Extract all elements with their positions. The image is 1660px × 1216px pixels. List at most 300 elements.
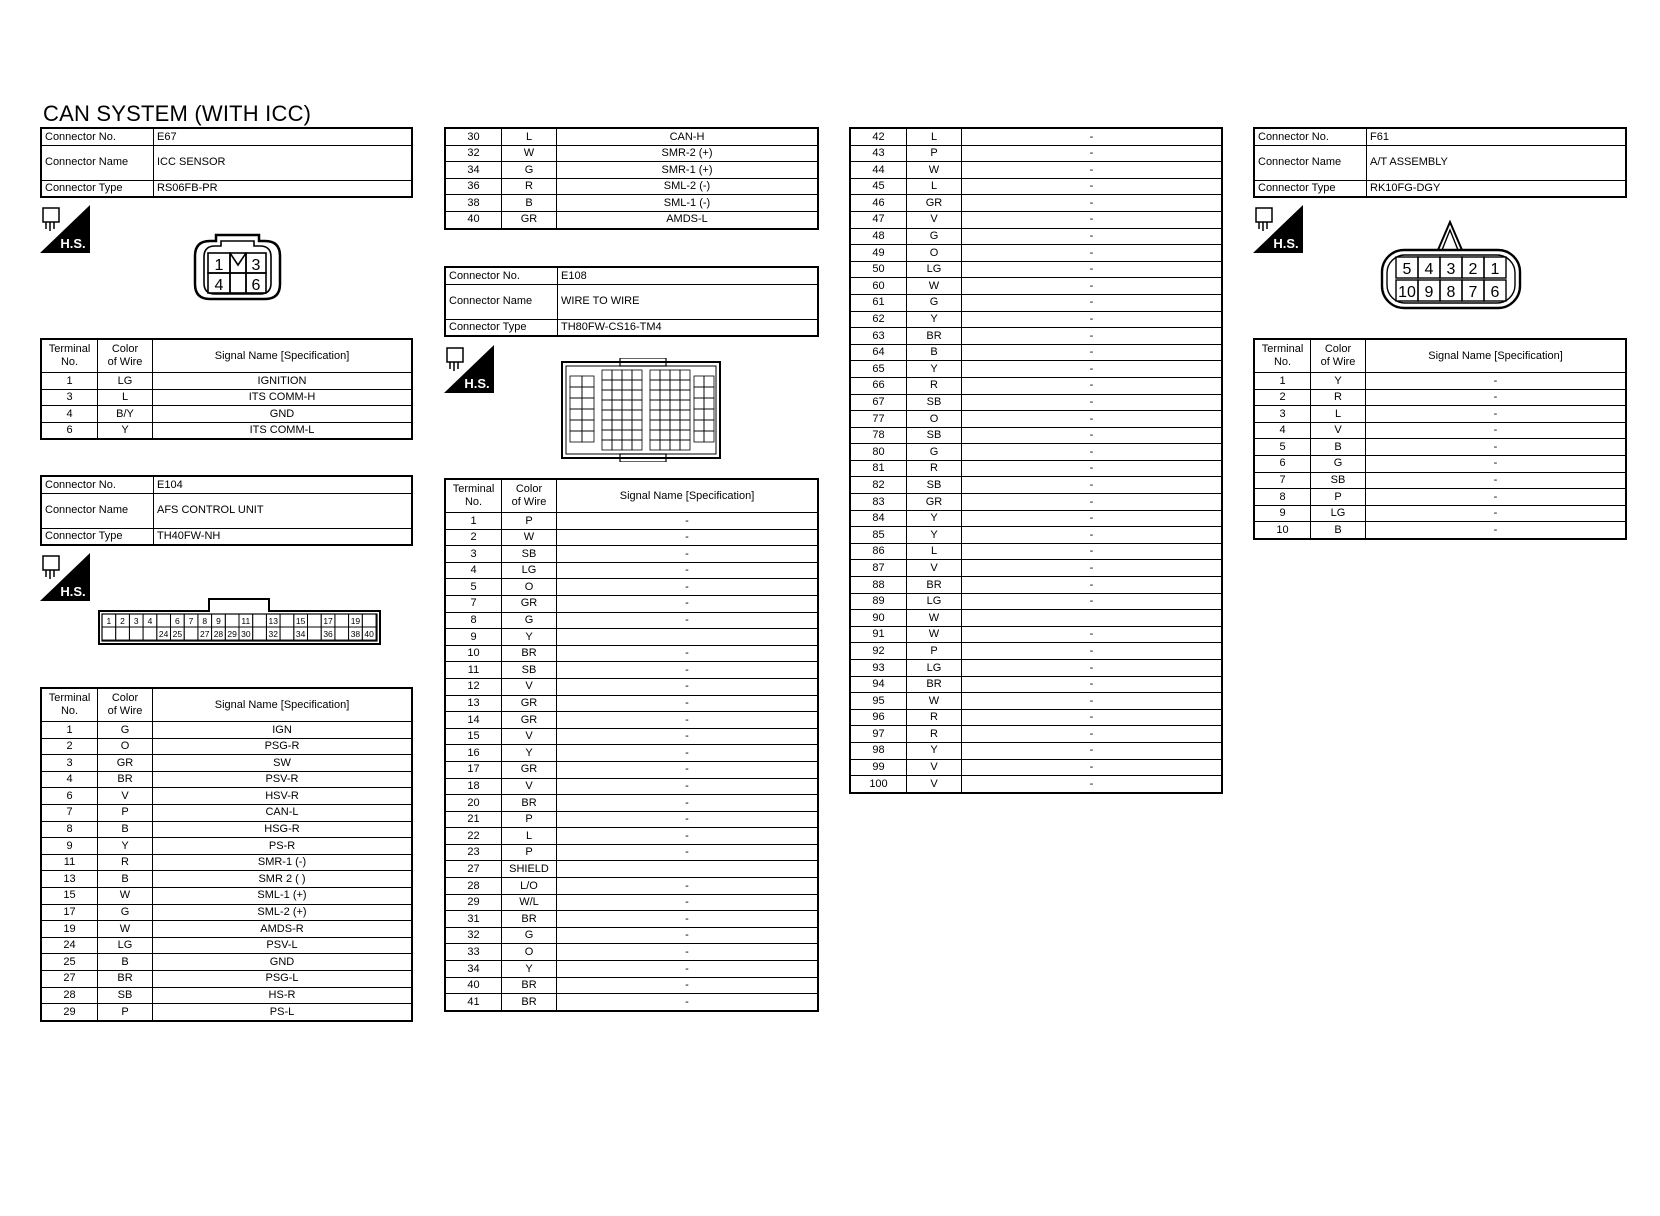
table-row xyxy=(850,742,1222,759)
terminal-no-cell: 100 xyxy=(850,776,907,793)
terminal-no-cell: 85 xyxy=(850,527,907,544)
e104-info-section xyxy=(40,475,413,546)
e108-pin-cavity xyxy=(650,390,660,400)
signal-name-cell: ITS COMM-L xyxy=(153,422,413,439)
terminal-no-cell: 90 xyxy=(850,610,907,627)
signal-name-cell: - xyxy=(962,162,1223,179)
wire-color-cell: GR xyxy=(502,761,557,778)
terminal-no-cell: 91 xyxy=(850,626,907,643)
table-row xyxy=(41,804,412,821)
e108-pin-cavity xyxy=(612,400,622,410)
e104-info-table xyxy=(40,475,413,546)
e104-pin-label: 32 xyxy=(268,629,278,639)
e104-pin-label: 6 xyxy=(174,616,180,626)
hs-label: H.S. xyxy=(464,376,490,391)
wire-color-cell: V xyxy=(907,560,962,577)
signal-header: Signal Name [Specification] xyxy=(1366,339,1627,373)
e108-continued-section xyxy=(849,127,1223,794)
terminal-no-cell: 13 xyxy=(41,871,98,888)
e104-continued-section xyxy=(444,127,819,230)
terminal-no-cell: 3 xyxy=(1254,406,1311,423)
wire-color-cell: L xyxy=(502,828,557,845)
table-row xyxy=(850,693,1222,710)
terminal-no-cell: 97 xyxy=(850,726,907,743)
wire-color-cell: B xyxy=(502,195,557,212)
e67-terminal-table xyxy=(40,338,413,440)
table-row xyxy=(445,961,818,978)
signal-name-cell: - xyxy=(962,726,1223,743)
connector-no-label: Connector No. xyxy=(445,267,558,284)
terminal-no-cell: 96 xyxy=(850,709,907,726)
e104-pin-label: 24 xyxy=(158,629,169,639)
e104-pin-cell xyxy=(280,614,294,627)
terminal-header: Terminal No. xyxy=(1254,339,1311,373)
terminal-no-cell: 5 xyxy=(1254,439,1311,456)
e104-pin-label: 40 xyxy=(364,629,374,639)
e67-pin-1: 1 xyxy=(214,257,224,274)
signal-name-cell: PSV-R xyxy=(153,771,413,788)
signal-name-cell: - xyxy=(557,728,819,745)
e104-pin-label: 27 xyxy=(200,629,210,639)
e108-pin-cavity xyxy=(650,400,660,410)
signal-name-cell: - xyxy=(962,660,1223,677)
table-row xyxy=(445,595,818,612)
signal-name-cell: - xyxy=(557,911,819,928)
e108-pin-cavity xyxy=(612,420,622,430)
terminal-no-cell: 22 xyxy=(445,828,502,845)
signal-name-cell: - xyxy=(557,513,819,530)
wire-color-cell: SB xyxy=(502,662,557,679)
terminal-no-cell: 77 xyxy=(850,411,907,428)
e104-pin-cell xyxy=(253,614,267,627)
signal-name-cell: - xyxy=(1366,389,1627,406)
signal-name-cell: - xyxy=(557,595,819,612)
wire-color-cell: B xyxy=(907,344,962,361)
e108-pin-cavity xyxy=(660,400,670,410)
table-row xyxy=(445,195,818,212)
table-row xyxy=(850,361,1222,378)
e108-pin-cavity xyxy=(680,410,690,420)
table-row xyxy=(445,579,818,596)
signal-name-cell: SMR-2 (+) xyxy=(557,145,819,162)
wire-color-cell: W xyxy=(502,145,557,162)
terminal-no-cell: 43 xyxy=(850,145,907,162)
terminal-no-cell: 12 xyxy=(445,678,502,695)
signal-name-cell: - xyxy=(962,626,1223,643)
table-row xyxy=(850,676,1222,693)
terminal-no-cell: 87 xyxy=(850,560,907,577)
e104-pin-cell xyxy=(184,627,198,640)
e108-pin-cavity xyxy=(622,380,632,390)
table-row xyxy=(41,904,412,921)
e108-pin-cavity xyxy=(602,390,612,400)
signal-name-cell: - xyxy=(557,844,819,861)
terminal-no-cell: 2 xyxy=(1254,389,1311,406)
table-row xyxy=(445,811,818,828)
signal-name-cell: - xyxy=(1366,472,1627,489)
signal-name-cell: - xyxy=(962,361,1223,378)
e104-pin-label: 38 xyxy=(350,629,361,639)
e108-pin-cavity xyxy=(582,431,594,442)
signal-name-cell: - xyxy=(962,344,1223,361)
wire-color-cell: LG xyxy=(502,562,557,579)
e108-pin-cavity xyxy=(680,420,690,430)
e104-pin-cell xyxy=(308,627,322,640)
table-row xyxy=(850,228,1222,245)
wire-color-cell: L xyxy=(98,389,153,406)
e108-connector-type: TH80FW-CS16-TM4 xyxy=(558,319,819,336)
connector-name-label: Connector Name xyxy=(41,145,154,180)
wire-color-cell: Y xyxy=(907,510,962,527)
e108-pin-cavity xyxy=(670,430,680,440)
wire-color-cell: SB xyxy=(907,394,962,411)
e108-pin-cavity xyxy=(582,376,594,387)
terminal-no-cell: 9 xyxy=(41,838,98,855)
e104-pin-label: 17 xyxy=(323,616,333,626)
wire-color-cell: V xyxy=(502,778,557,795)
wire-color-cell: W xyxy=(907,693,962,710)
wire-color-cell: BR xyxy=(502,795,557,812)
terminal-no-cell: 6 xyxy=(1254,455,1311,472)
e108-pin-cavity xyxy=(612,390,622,400)
table-row xyxy=(850,311,1222,328)
wire-color-cell: Y xyxy=(502,745,557,762)
e108-pin-cavity xyxy=(612,430,622,440)
e108-pin-cavity xyxy=(582,420,594,431)
table-row xyxy=(850,776,1222,793)
e108-pin-cavity xyxy=(670,400,680,410)
wire-color-cell: BR xyxy=(98,970,153,987)
e108-pin-cavity xyxy=(694,398,704,409)
signal-name-cell: - xyxy=(557,562,819,579)
signal-name-cell: - xyxy=(962,294,1223,311)
table-row xyxy=(445,145,818,162)
table-row xyxy=(850,411,1222,428)
table-row xyxy=(445,977,818,994)
terminal-no-cell: 8 xyxy=(41,821,98,838)
signal-name-cell: SMR-1 (+) xyxy=(557,162,819,179)
wire-color-cell: GR xyxy=(907,494,962,511)
wire-color-cell: R xyxy=(1311,389,1366,406)
e104-pin-cell xyxy=(102,627,116,640)
f61-connector-no: F61 xyxy=(1367,128,1627,145)
e108-pin-cavity xyxy=(602,420,612,430)
table-row xyxy=(445,695,818,712)
f61-connector-diagram xyxy=(1380,220,1522,312)
terminal-no-cell: 95 xyxy=(850,693,907,710)
terminal-no-cell: 38 xyxy=(445,195,502,212)
e108-pin-cavity xyxy=(670,380,680,390)
wire-color-cell: LG xyxy=(98,373,153,390)
table-row xyxy=(850,527,1222,544)
terminal-no-cell: 36 xyxy=(445,178,502,195)
wire-color-cell: BR xyxy=(502,645,557,662)
e108-pin-cavity xyxy=(612,410,622,420)
signal-name-cell: - xyxy=(962,178,1223,195)
e108-pin-cavity xyxy=(650,370,660,380)
table-row xyxy=(445,678,818,695)
wire-color-cell: W/L xyxy=(502,894,557,911)
signal-name-cell: - xyxy=(962,676,1223,693)
wire-color-cell: LG xyxy=(907,660,962,677)
e104-pin-cell xyxy=(308,614,322,627)
wire-color-cell: B xyxy=(98,871,153,888)
wire-color-cell: Y xyxy=(907,527,962,544)
terminal-no-cell: 3 xyxy=(445,546,502,563)
wire-color-cell: L xyxy=(502,128,557,145)
signal-name-cell: - xyxy=(962,411,1223,428)
wire-color-cell: BR xyxy=(907,328,962,345)
wire-color-cell: G xyxy=(502,612,557,629)
signal-name-cell: SML-1 (-) xyxy=(557,195,819,212)
signal-name-cell: - xyxy=(557,778,819,795)
table-row xyxy=(41,871,412,888)
signal-header: Signal Name [Specification] xyxy=(557,479,819,513)
terminal-no-cell: 65 xyxy=(850,361,907,378)
signal-name-cell: - xyxy=(962,145,1223,162)
e108-pin-cavity xyxy=(570,376,582,387)
terminal-no-cell: 42 xyxy=(850,128,907,145)
table-row xyxy=(1254,406,1626,423)
table-row xyxy=(41,838,412,855)
signal-name-cell: HSG-R xyxy=(153,821,413,838)
terminal-no-cell: 78 xyxy=(850,427,907,444)
terminal-no-cell: 98 xyxy=(850,742,907,759)
table-row xyxy=(1254,422,1626,439)
e108-pin-cavity xyxy=(582,387,594,398)
e108-pin-cavity xyxy=(660,410,670,420)
terminal-no-cell: 4 xyxy=(41,771,98,788)
wire-color-cell: P xyxy=(98,1004,153,1021)
signal-name-cell xyxy=(557,629,819,646)
table-row xyxy=(445,162,818,179)
wire-color-cell: GR xyxy=(907,195,962,212)
e108-pin-cavity xyxy=(632,420,642,430)
signal-name-cell: - xyxy=(557,894,819,911)
table-row xyxy=(41,771,412,788)
signal-name-cell: - xyxy=(962,128,1223,145)
e108-pin-cavity xyxy=(622,440,632,450)
wire-color-cell: R xyxy=(907,709,962,726)
wire-color-cell: L/O xyxy=(502,878,557,895)
signal-name-cell: - xyxy=(962,311,1223,328)
table-row xyxy=(445,927,818,944)
terminal-no-cell: 13 xyxy=(445,695,502,712)
wire-color-cell: LG xyxy=(907,261,962,278)
wire-color-cell: B xyxy=(98,954,153,971)
e108-pin-cavity xyxy=(582,409,594,420)
signal-name-cell: - xyxy=(1366,522,1627,539)
e108-pin-cavity xyxy=(570,398,582,409)
wire-color-cell: SB xyxy=(502,546,557,563)
table-row xyxy=(445,944,818,961)
signal-name-cell: SMR-1 (-) xyxy=(153,854,413,871)
table-row xyxy=(850,577,1222,594)
terminal-no-cell: 93 xyxy=(850,660,907,677)
terminal-no-cell: 1 xyxy=(1254,373,1311,390)
table-row xyxy=(445,562,818,579)
signal-name-cell: - xyxy=(557,878,819,895)
table-row xyxy=(41,921,412,938)
terminal-no-cell: 94 xyxy=(850,676,907,693)
terminal-no-cell: 16 xyxy=(445,745,502,762)
table-row xyxy=(445,529,818,546)
terminal-no-cell: 33 xyxy=(445,944,502,961)
wire-color-cell: Y xyxy=(1311,373,1366,390)
signal-name-cell: - xyxy=(962,494,1223,511)
connector-type-label: Connector Type xyxy=(445,319,558,336)
signal-name-cell: SW xyxy=(153,755,413,772)
signal-name-cell: - xyxy=(557,579,819,596)
table-row xyxy=(445,662,818,679)
wire-color-cell: LG xyxy=(98,937,153,954)
e104-pin-label: 4 xyxy=(147,616,153,626)
wire-color-cell: P xyxy=(98,804,153,821)
wire-color-cell: W xyxy=(907,610,962,627)
e104-pin-grid xyxy=(102,614,376,640)
terminal-no-cell: 64 xyxy=(850,344,907,361)
e104-pin-cell xyxy=(225,614,239,627)
terminal-no-cell: 20 xyxy=(445,795,502,812)
wire-color-cell: GR xyxy=(502,595,557,612)
wire-color-cell: GR xyxy=(502,712,557,729)
e108-pin-cavity xyxy=(704,420,714,431)
table-row xyxy=(445,211,818,228)
table-row xyxy=(850,759,1222,776)
wire-color-cell: Y xyxy=(907,361,962,378)
color-header: Color of Wire xyxy=(98,339,153,373)
signal-name-cell: - xyxy=(962,709,1223,726)
f61-pin-grid xyxy=(1396,257,1506,301)
e67-connector-type: RS06FB-PR xyxy=(154,180,413,197)
table-row xyxy=(445,778,818,795)
signal-name-cell: - xyxy=(557,828,819,845)
table-row xyxy=(41,987,412,1004)
table-row xyxy=(850,709,1222,726)
table-row xyxy=(1254,455,1626,472)
table-row xyxy=(850,444,1222,461)
e108-pin-cavity xyxy=(632,430,642,440)
table-row xyxy=(850,178,1222,195)
e104-pin-label: 7 xyxy=(188,616,194,626)
e108-pin-cavity xyxy=(622,370,632,380)
table-row xyxy=(445,761,818,778)
signal-name-cell: - xyxy=(962,510,1223,527)
connector-type-label: Connector Type xyxy=(41,180,154,197)
table-row xyxy=(41,755,412,772)
table-row xyxy=(41,738,412,755)
e108-pin-cavity xyxy=(660,380,670,390)
terminal-no-cell: 4 xyxy=(445,562,502,579)
e67-terminal-section xyxy=(40,338,413,440)
terminal-no-cell: 9 xyxy=(1254,505,1311,522)
wire-color-cell: L xyxy=(907,128,962,145)
signal-name-cell: - xyxy=(962,543,1223,560)
wire-color-cell: Y xyxy=(502,629,557,646)
terminal-no-cell: 48 xyxy=(850,228,907,245)
wire-color-cell: R xyxy=(907,726,962,743)
col-1 xyxy=(40,127,413,198)
terminal-no-cell: 3 xyxy=(41,755,98,772)
table-row xyxy=(850,394,1222,411)
table-row xyxy=(850,278,1222,295)
table-row xyxy=(41,422,412,439)
signal-name-cell: - xyxy=(962,261,1223,278)
table-row xyxy=(41,954,412,971)
hs-label: H.S. xyxy=(60,236,86,251)
terminal-no-cell: 29 xyxy=(445,894,502,911)
signal-name-cell: - xyxy=(557,529,819,546)
signal-name-cell: SML-2 (+) xyxy=(153,904,413,921)
table-row xyxy=(850,344,1222,361)
e108-pin-cavity xyxy=(650,410,660,420)
terminal-no-cell: 24 xyxy=(41,937,98,954)
terminal-no-cell: 9 xyxy=(445,629,502,646)
wire-color-cell: V xyxy=(1311,422,1366,439)
signal-name-cell: - xyxy=(557,811,819,828)
e108-pin-cavity xyxy=(632,370,642,380)
e108-pin-cavity xyxy=(632,440,642,450)
wire-color-cell: LG xyxy=(907,593,962,610)
table-row xyxy=(445,128,818,145)
terminal-no-cell: 7 xyxy=(1254,472,1311,489)
signal-name-cell: GND xyxy=(153,406,413,423)
terminal-no-cell: 17 xyxy=(41,904,98,921)
signal-name-cell: HSV-R xyxy=(153,788,413,805)
wire-color-cell: W xyxy=(907,162,962,179)
wire-color-cell: G xyxy=(502,927,557,944)
table-row xyxy=(445,728,818,745)
terminal-no-cell: 10 xyxy=(1254,522,1311,539)
color-header: Color of Wire xyxy=(1311,339,1366,373)
terminal-no-cell: 25 xyxy=(41,954,98,971)
table-row xyxy=(850,328,1222,345)
table-row xyxy=(850,377,1222,394)
signal-name-cell: - xyxy=(962,377,1223,394)
signal-name-cell: - xyxy=(962,460,1223,477)
e104-pin-label: 3 xyxy=(133,616,139,626)
e104-pin-cell xyxy=(335,627,349,640)
signal-name-cell: - xyxy=(962,278,1223,295)
terminal-no-cell: 63 xyxy=(850,328,907,345)
e108-pin-cavity xyxy=(660,430,670,440)
e108-pin-cavity xyxy=(680,400,690,410)
terminal-no-cell: 32 xyxy=(445,145,502,162)
table-row xyxy=(850,593,1222,610)
wire-color-cell: L xyxy=(907,543,962,560)
e108-pin-cavity xyxy=(612,370,622,380)
terminal-no-cell: 2 xyxy=(41,738,98,755)
e67-connector-no: E67 xyxy=(154,128,413,145)
terminal-no-cell: 31 xyxy=(445,911,502,928)
wire-color-cell: BR xyxy=(907,676,962,693)
table-row xyxy=(41,1004,412,1021)
table-row xyxy=(850,494,1222,511)
e108-pin-cavity xyxy=(680,370,690,380)
wire-color-cell: B xyxy=(1311,439,1366,456)
wire-color-cell: W xyxy=(502,529,557,546)
terminal-no-cell: 27 xyxy=(41,970,98,987)
e104-connector-type: TH40FW-NH xyxy=(154,528,413,545)
wire-color-cell: R xyxy=(98,854,153,871)
e108-pin-cavity xyxy=(704,387,714,398)
table-row xyxy=(1254,489,1626,506)
signal-name-cell: - xyxy=(557,761,819,778)
terminal-no-cell: 30 xyxy=(445,128,502,145)
e108-pin-cavity xyxy=(612,380,622,390)
signal-name-cell: - xyxy=(962,693,1223,710)
table-row xyxy=(850,145,1222,162)
